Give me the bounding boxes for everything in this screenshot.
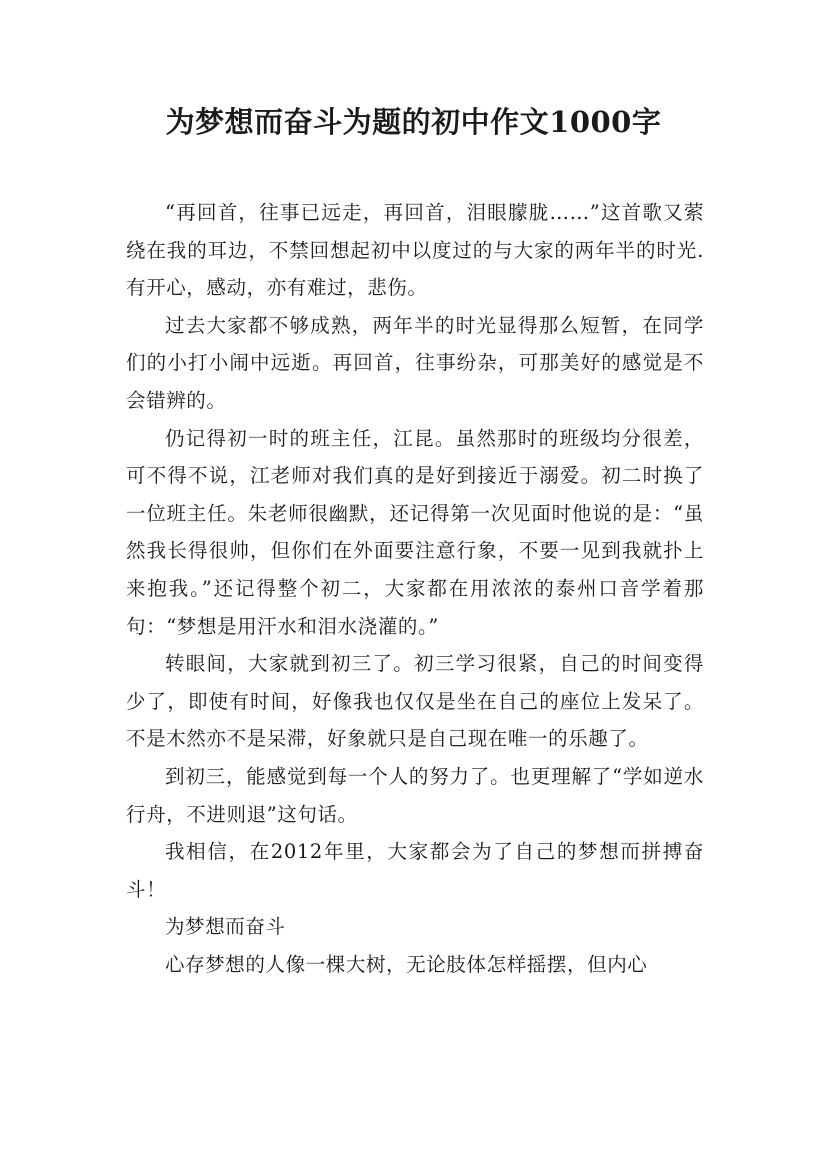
paragraph: 仍记得初一时的班主任，江昆。虽然那时的班级均分很差，可不得不说，江老师对我们真的是好到接近于溺爱。初二时换了一位班主任。朱老师很幽默，还记得第一次见面时他说的是：“虽然我长得很帅，但你们在外面要注意行象，不要一见到我就扑上来抱我。”还记得整个初二，大家都在用浓浓的泰州口音学着那句：“梦想是用汗水和泪水浇灌的。” bbox=[126, 426, 704, 638]
document-body bbox=[126, 194, 704, 983]
paragraph: 到初三，能感觉到每一个人的努力了。也更理解了“学如逆水行舟，不进则退”这句话。 bbox=[126, 764, 704, 826]
paragraph: 过去大家都不够成熟，两年半的时光显得那么短暂，在同学们的小打小闹中远逝。再回首，往事纷杂，可那美好的感觉是不会错辨的。 bbox=[126, 313, 704, 412]
document-title: 为梦想而奋斗为题的初中作文1000字 bbox=[165, 105, 662, 139]
paragraph: 我相信，在2012年里，大家都会为了自己的梦想而拼搏奋斗！ bbox=[126, 840, 704, 901]
paragraph: “再回首，往事已远走，再回首，泪眼朦胧……”这首歌又萦绕在我的耳边，不禁回想起初中以度过的与大家的两年半的时光.有开心，感动，亦有难过，悲伤。 bbox=[126, 201, 704, 300]
section-heading: 为梦想而奋斗 bbox=[165, 915, 286, 939]
paragraph: 转眼间，大家就到初三了。初三学习很紧，自己的时间变得少了，即使有时间，好像我也仅仅是坐在自己的座位上发呆了。不是木然亦不是呆滞，好象就只是自己现在唯一的乐趣了。 bbox=[126, 652, 704, 751]
paragraph: 心存梦想的人像一棵大树，无论肢体怎样摇摆，但内心 bbox=[165, 952, 648, 976]
